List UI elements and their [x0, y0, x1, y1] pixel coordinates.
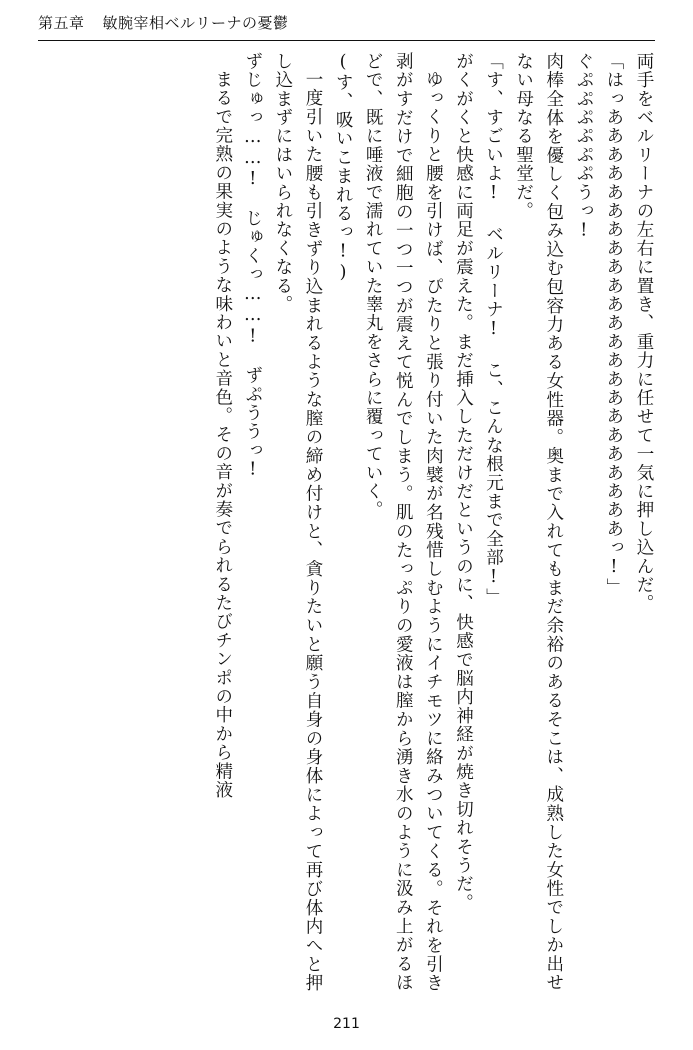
paragraph: 肉棒全体を優しく包み込む包容力ある女性器。奥まで入れてもまだ余裕のあるそこは、成熟した女性でしか出せない母なる聖堂だ。 [513, 52, 564, 992]
paragraph: ぐぷぷぷぷぷぷうっ! [573, 52, 594, 242]
header-divider [38, 40, 655, 41]
paragraph: ずじゅっ……! じゅくっ……! ずぷううっ! [242, 52, 263, 481]
paragraph: がくがくと快感に両足が震えた。まだ挿入しただけだというのに、快感で脳内神経が焼き切れそうだ。 [453, 52, 474, 913]
chapter-title: 敏腕宰相ベルリーナの憂鬱 [102, 14, 289, 32]
page-body-text [40, 52, 659, 992]
paragraph: 一度引いた腰も引きずり込まれるような膣の締め付けと、貪りたいと願う自身の身体によって再び体内へと押し込まずにはいられなくなる。 [272, 52, 323, 992]
paragraph: 「す、すごいよ! ベルリーナ! こ、こんな根元まで全部!」 [483, 52, 504, 607]
paragraph: 両手をベルリーナの左右に置き、重力に任せて一気に押し込んだ。 [634, 52, 654, 613]
paragraph: ゆっくりと腰を引けば、ぴたりと張り付いた肉襞が名残惜しむようにイチモツに絡みついてくる。それを引き剥がすだけで細胞の一つ一つが震えて悦んでしまう。肌のたっぷりの愛液は膣から湧き水のように汲み上がるほどで、既に唾液で濡れていた睾丸をさらに覆っていく。 [363, 52, 444, 992]
paragraph: 「はっあああああああああああああああああああああああっ!」 [603, 52, 624, 597]
chapter-header [38, 12, 655, 42]
paragraph: まるで完熟の果実のような味わいと音色。その音が奏でられるたびチンポの中から精液 [212, 69, 233, 799]
page-number: 211 [333, 1016, 360, 1032]
paragraph: (す、吸いこまれるっ!) [333, 52, 354, 284]
chapter-number: 第五章 [38, 14, 85, 32]
